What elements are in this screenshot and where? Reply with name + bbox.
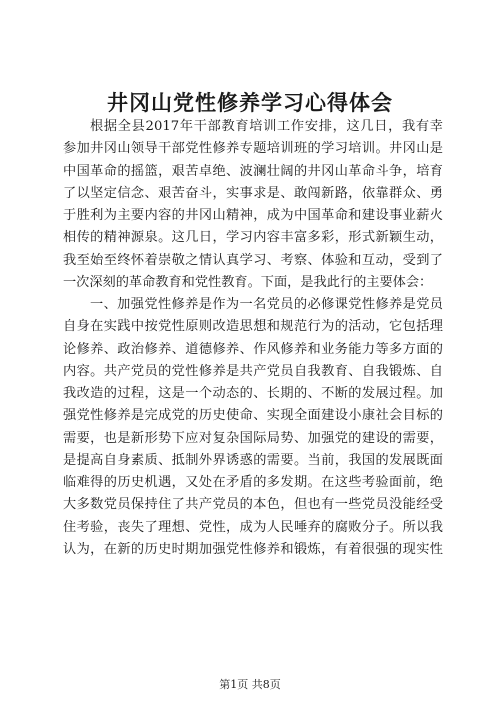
text-line: 了以坚定信念、艰苦奋斗，实事求是、敢闯新路，依靠群众、勇: [63, 185, 443, 201]
paragraph: [63, 294, 443, 561]
page-footer: [0, 678, 500, 692]
text-line: 于胜利为主要内容的井冈山精神，成为中国革命和建设事业薪火: [63, 208, 443, 223]
text-line: 住考验，丧失了理想、党性，成为人民唾弃的腐败分子。所以我: [63, 519, 443, 535]
text-line: 临难得的历史机遇，又处在矛盾的多发期。在这些考验面前，绝: [63, 475, 443, 490]
text-line: 内容。共产党员的党性修养是共产党员自我教育、自我锻炼、自: [63, 363, 443, 379]
text-line: 参加井冈山领导干部党性修养专题培训班的学习培训。井冈山是: [63, 141, 443, 157]
text-line: 一、加强党性修养是作为一名党员的必修课党性修养是党员: [90, 297, 443, 312]
document-body: [63, 116, 443, 561]
text-line: 需要，也是新形势下应对复杂国际局势、加强党的建设的需要，: [63, 430, 443, 446]
page-indicator: 第1页 共8页: [219, 678, 281, 691]
text-line: 相传的精神源泉。这几日，学习内容丰富多彩，形式新颖生动，: [63, 230, 443, 246]
text-line: 我至始至终怀着崇敬之情认真学习、考察、体验和互动，受到了: [63, 252, 443, 268]
text-line: 自身在实践中按党性原则改造思想和规范行为的活动，它包括理: [63, 319, 443, 335]
paragraph: [63, 116, 443, 294]
text-line: 是提高自身素质、抵制外界诱惑的需要。当前，我国的发展既面: [63, 452, 443, 468]
text-line: 中国革命的摇篮，艰苦卓绝、波澜壮阔的井冈山革命斗争，培育: [63, 163, 443, 179]
text-line: 一次深刻的革命教育和党性教育。下面，是我此行的主要体会：: [63, 274, 433, 290]
text-line: 大多数党员保持住了共产党员的本色，但也有一些党员没能经受: [63, 497, 443, 513]
text-line: 认为，在新的历史时期加强党性修养和锻炼，有着很强的现实性: [63, 541, 443, 557]
text-line: 强党性修养是完成党的历史使命、实现全面建设小康社会目标的: [63, 408, 443, 424]
text-line: 根据全县2017年干部教育培训工作安排，这几日，我有幸: [90, 119, 443, 134]
document-title: 井冈山党性修养学习心得体会: [107, 90, 393, 115]
text-line: 我改造的过程，这是一个动态的、长期的、不断的发展过程。加: [63, 386, 443, 401]
text-line: 论修养、政治修养、道德修养、作风修养和业务能力等多方面的: [63, 341, 443, 357]
